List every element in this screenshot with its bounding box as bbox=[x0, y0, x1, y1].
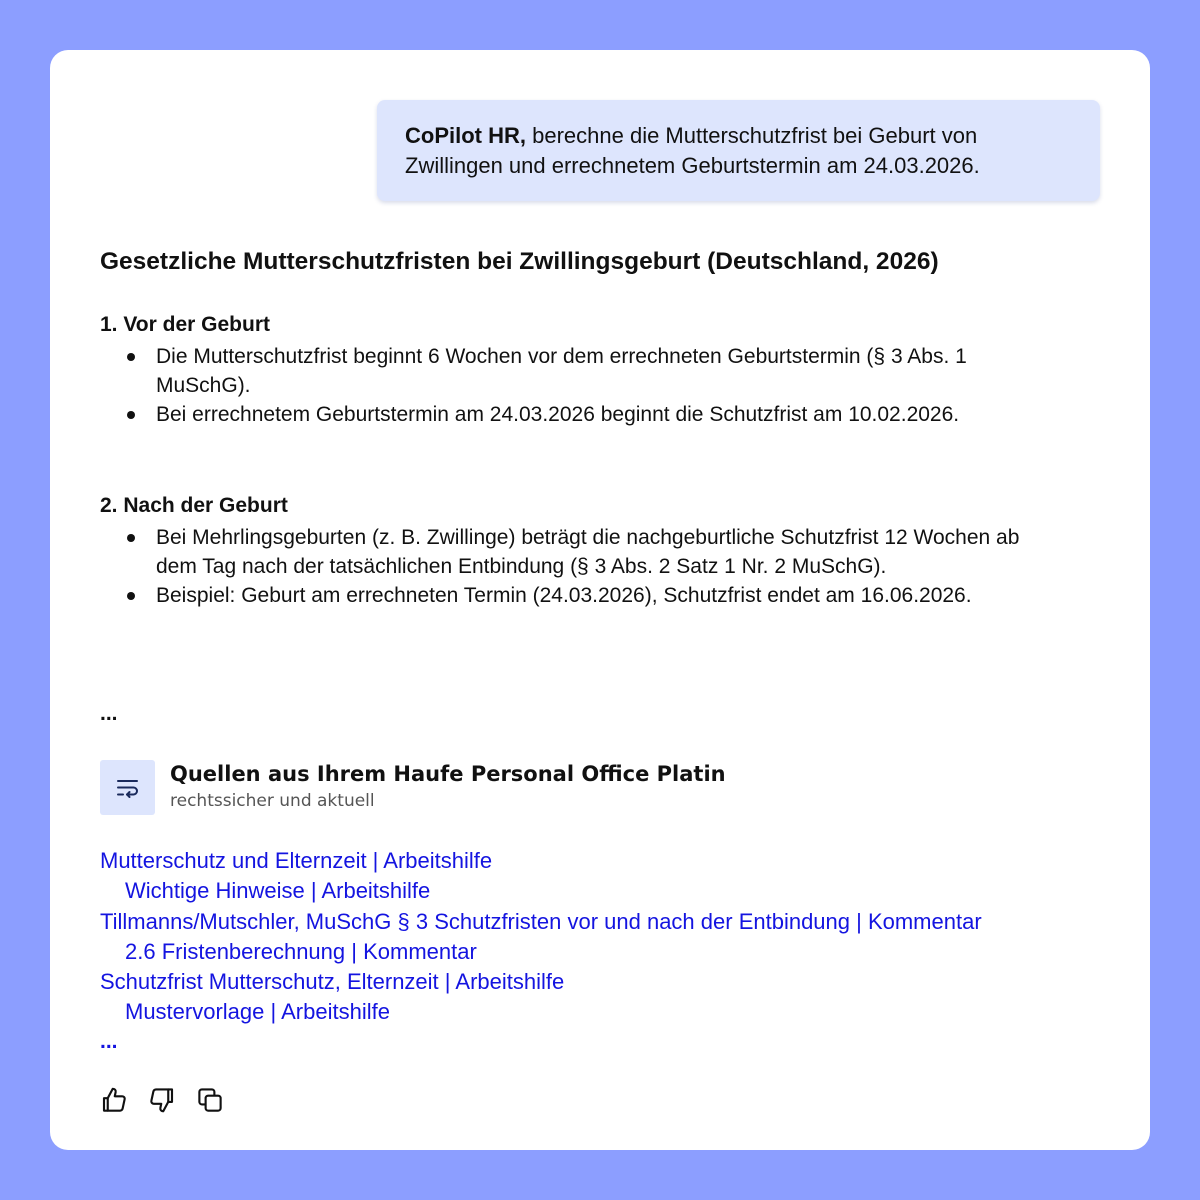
before-birth-list bbox=[100, 342, 1060, 429]
section-heading-after-birth: 2. Nach der Geburt bbox=[100, 494, 288, 517]
sources-subtitle: rechtssicher und aktuell bbox=[170, 791, 375, 811]
thumbs-up-icon[interactable] bbox=[98, 1084, 130, 1116]
user-prompt-bubble bbox=[377, 100, 1100, 201]
list-item: Bei Mehrlingsgeburten (z. B. Zwillinge) beträgt die nachgeburtliche Schutzfrist 12 Wochen ab dem Tag nach der tatsächlichen Entbindung (§ 3 Abs. 2 Satz 1 Nr. 2 MuSchG). bbox=[100, 523, 1060, 581]
after-birth-list bbox=[100, 523, 1060, 610]
source-link[interactable]: Schutzfrist Mutterschutz, Elternzeit | Arbeitshilfe bbox=[100, 969, 565, 995]
assistant-name: CoPilot HR, bbox=[405, 123, 526, 148]
source-link[interactable]: Tillmanns/Mutschler, MuSchG § 3 Schutzfristen vor und nach der Entbindung | Kommentar bbox=[100, 908, 982, 934]
source-sublink[interactable]: 2.6 Fristenberechnung | Kommentar bbox=[125, 938, 477, 964]
section-heading-before-birth: 1. Vor der Geburt bbox=[100, 313, 270, 336]
answer-title: Gesetzliche Mutterschutzfristen bei Zwillingsgeburt (Deutschland, 2026) bbox=[100, 248, 939, 275]
copy-icon[interactable] bbox=[194, 1084, 226, 1116]
source-link[interactable]: Mutterschutz und Elternzeit | Arbeitshilfe bbox=[100, 848, 493, 873]
source-links bbox=[100, 846, 1140, 1056]
prompt-text: berechne die Mutterschutzfrist bei Geburt von Zwillingen und errechnetem Geburtstermin am 24.03.2026. bbox=[405, 123, 980, 178]
source-sublink[interactable]: Wichtige Hinweise | Arbeitshilfe bbox=[125, 878, 431, 904]
sources-more: ... bbox=[100, 1029, 118, 1053]
source-sublink[interactable]: Mustervorlage | Arbeitshilfe bbox=[125, 999, 390, 1025]
wrap-text-icon bbox=[100, 760, 155, 815]
thumbs-down-icon[interactable] bbox=[146, 1084, 178, 1116]
chat-card bbox=[50, 50, 1150, 1150]
list-item: Beispiel: Geburt am errechneten Termin (24.03.2026), Schutzfrist endet am 16.06.2026. bbox=[100, 581, 1060, 610]
answer-ellipsis: ... bbox=[100, 702, 118, 725]
list-item: Die Mutterschutzfrist beginnt 6 Wochen vor dem errechneten Geburtstermin (§ 3 Abs. 1 MuSchG). bbox=[100, 342, 1060, 400]
feedback-actions bbox=[98, 1084, 226, 1116]
sources-title: Quellen aus Ihrem Haufe Personal Office Platin bbox=[170, 762, 726, 786]
list-item: Bei errechnetem Geburtstermin am 24.03.2026 beginnt die Schutzfrist am 10.02.2026. bbox=[100, 400, 1060, 429]
